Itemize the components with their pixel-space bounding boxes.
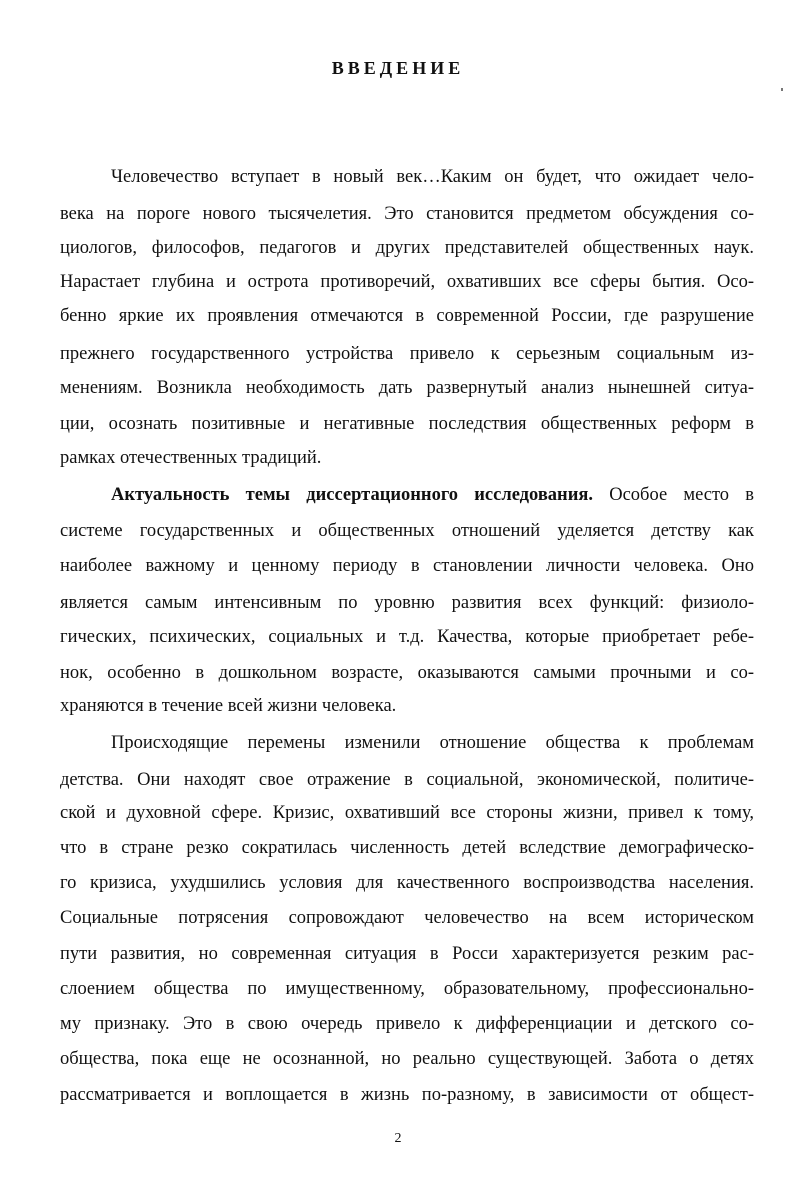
text-line: рамках отечественных традиций.: [60, 448, 322, 468]
text-line: менениям. Возникла необходимость дать развернутый анализ нынешней ситуа-: [60, 378, 754, 398]
text-line: прежнего государственного устройства привело к серьезным социальным из-: [60, 344, 754, 364]
text-line: циологов, философов, педагогов и других представителей общественных наук.: [60, 238, 754, 258]
text-line: что в стране резко сократилась численность детей вследствие демографическо-: [60, 838, 754, 858]
text-line: пути развития, но современная ситуация в Росси характеризуется резким рас-: [60, 944, 754, 964]
scan-speck: [781, 88, 783, 91]
text-line: рассматривается и воплощается в жизнь по-разному, в зависимости от общест-: [60, 1085, 754, 1105]
text-line: системе государственных и общественных отношений уделяется детству как: [60, 521, 754, 541]
text-line: го кризиса, ухудшились условия для качественного воспроизводства населения.: [60, 873, 754, 893]
text-line: века на пороге нового тысячелетия. Это становится предметом обсуждения со-: [60, 204, 754, 224]
text-line: ской и духовной сфере. Кризис, охвативший все стороны жизни, привел к тому,: [60, 803, 754, 823]
text-fragment: Особое место в: [593, 485, 755, 505]
text-line: наиболее важному и ценному периоду в становлении личности человека. Оно: [60, 556, 754, 576]
text-line: му признаку. Это в свою очередь привело к дифференциации и детского со-: [60, 1014, 754, 1034]
text-line: Происходящие перемены изменили отношение общества к проблемам: [111, 733, 754, 753]
page-number: 2: [394, 1131, 402, 1146]
text-line: бенно яркие их проявления отмечаются в современной России, где разрушение: [60, 306, 754, 326]
text-line: Нарастает глубина и острота противоречий, охвативших все сферы бытия. Осо-: [60, 272, 754, 292]
text-line: храняются в течение всей жизни человека.: [60, 696, 397, 716]
text-line: нок, особенно в дошкольном возрасте, оказываются самыми прочными и со-: [60, 663, 754, 683]
text-line: гических, психических, социальных и т.д. Качества, которые приобретает ребе-: [60, 627, 754, 647]
text-line: слоением общества по имущественному, образовательному, профессионально-: [60, 979, 754, 999]
text-line: Социальные потрясения сопровождают человечество на всем историческом: [60, 908, 754, 928]
page-title: ВВЕДЕНИЕ: [331, 58, 465, 78]
section-heading: Актуальность темы диссертационного исследования.: [111, 485, 594, 505]
text-line: ции, осознать позитивные и негативные последствия общественных реформ в: [60, 414, 754, 434]
text-line: Человечество вступает в новый век…Каким он будет, что ожидает чело-: [111, 167, 754, 187]
text-line: [111, 483, 754, 507]
text-line: общества, пока еще не осознанной, но реально существующей. Забота о детях: [60, 1049, 754, 1069]
text-line: детства. Они находят свое отражение в социальной, экономической, политиче-: [60, 770, 754, 790]
text-line: является самым интенсивным по уровню развития всех функций: физиоло-: [60, 593, 754, 613]
